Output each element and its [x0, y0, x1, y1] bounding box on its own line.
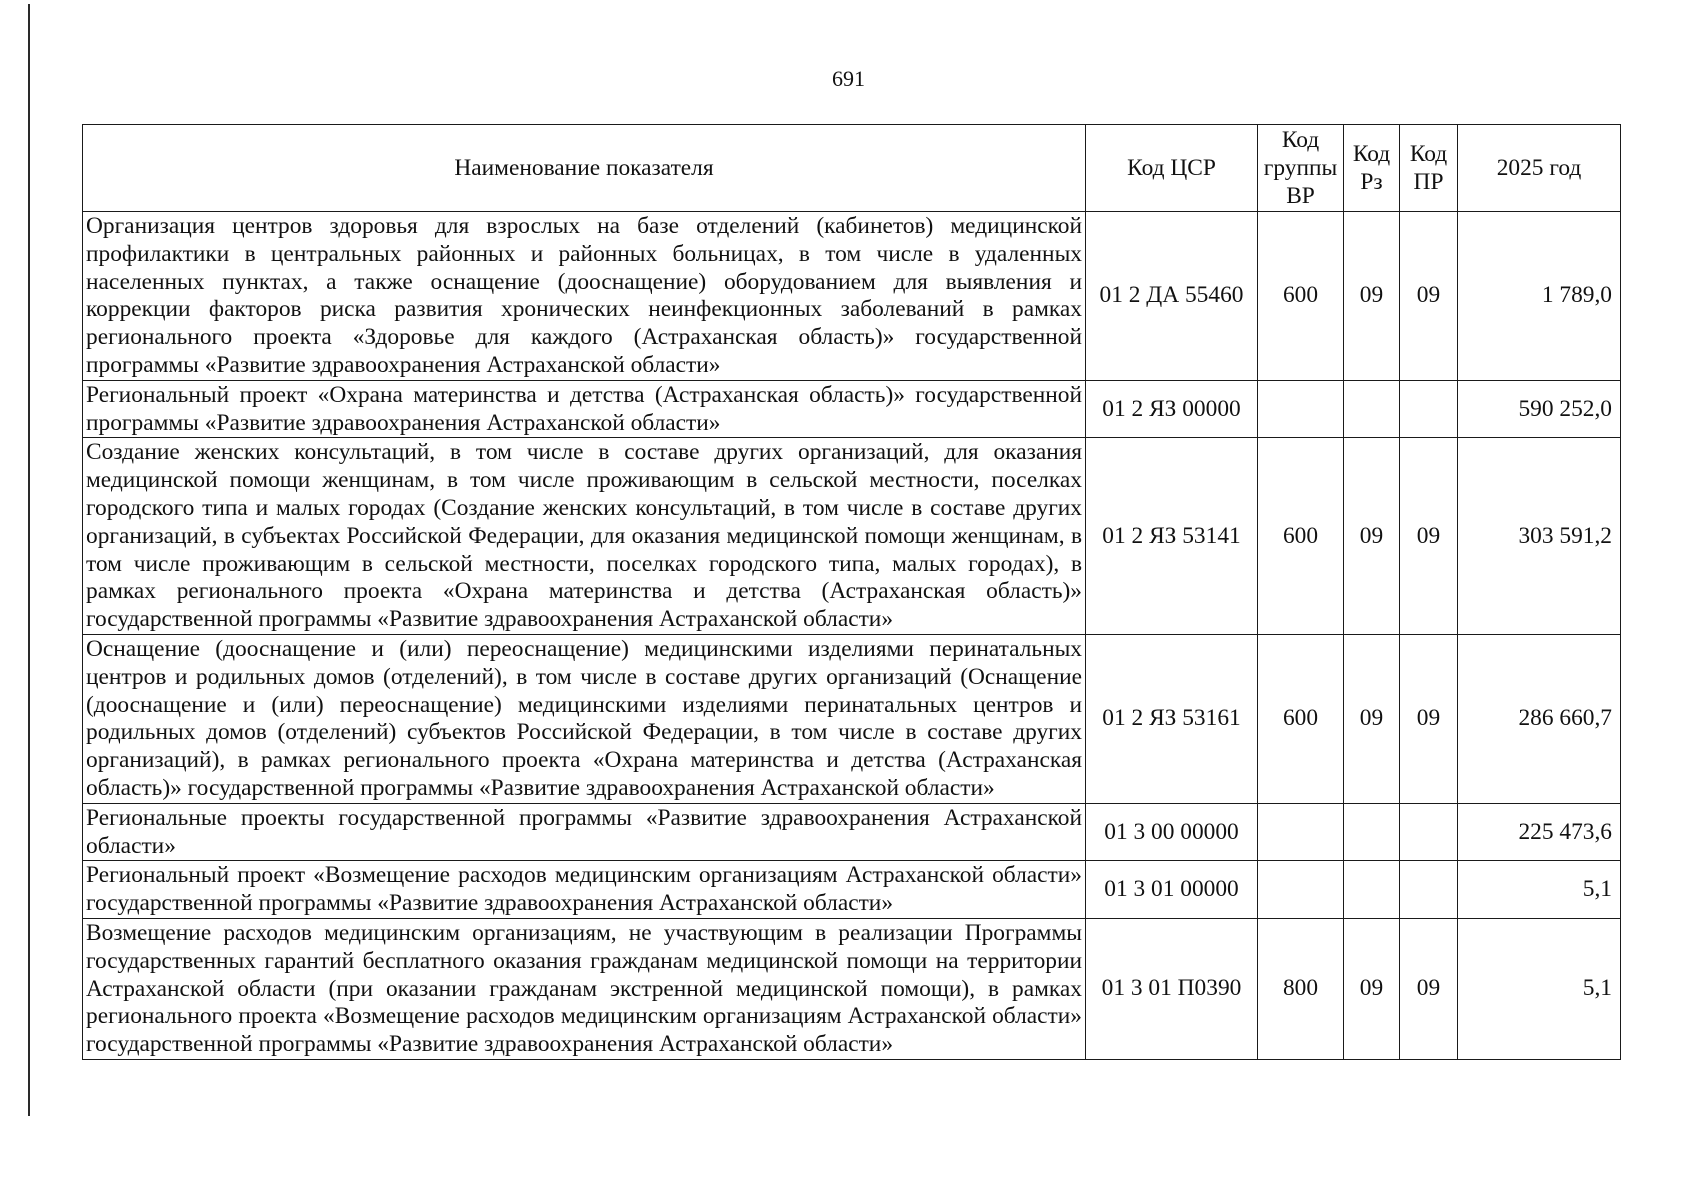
row-csr-code: 01 2 ЯЗ 00000 [1086, 380, 1258, 438]
row-pr-code: 09 [1400, 634, 1458, 803]
row-rz-code: 09 [1344, 918, 1400, 1059]
row-csr-code: 01 2 ЯЗ 53161 [1086, 634, 1258, 803]
row-name: Организация центров здоровья для взрослых на базе отделений (кабинетов) медицинской профилактики в центральных районных и районных больницах, в том числе в удаленных населенных пунктах, а также оснащение (дооснащение) оборудованием для выявления и коррекции факторов риска развития хронических неинфекционных заболеваний в рамках регионального проекта «Здоровье для каждого (Астраханская область)» государственной программы «Развитие здравоохранения Астраханской области» [83, 212, 1086, 381]
row-csr-code: 01 3 00 00000 [1086, 803, 1258, 861]
row-name: Региональный проект «Возмещение расходов медицинским организациям Астраханской области» государственной программы «Развитие здравоохранения Астраханской области» [83, 861, 1086, 919]
row-pr-code [1400, 380, 1458, 438]
row-amount: 286 660,7 [1458, 634, 1621, 803]
row-csr-code: 01 2 ДА 55460 [1086, 212, 1258, 381]
table-row [83, 634, 1621, 803]
budget-table [82, 124, 1621, 1060]
row-vr-code [1258, 380, 1344, 438]
header-rz: Код Рз [1344, 125, 1400, 212]
table-row [83, 861, 1621, 919]
row-csr-code: 01 3 01 П0390 [1086, 918, 1258, 1059]
header-row [83, 125, 1621, 212]
row-vr-code [1258, 861, 1344, 919]
row-pr-code: 09 [1400, 918, 1458, 1059]
row-rz-code [1344, 380, 1400, 438]
page-number: 691 [832, 66, 865, 91]
table-header [83, 125, 1621, 212]
row-rz-code [1344, 861, 1400, 919]
row-name: Региональные проекты государственной программы «Развитие здравоохранения Астраханской области» [83, 803, 1086, 861]
header-year: 2025 год [1458, 125, 1621, 212]
row-rz-code [1344, 803, 1400, 861]
row-amount: 303 591,2 [1458, 438, 1621, 635]
row-amount: 5,1 [1458, 861, 1621, 919]
header-pr: Код ПР [1400, 125, 1458, 212]
row-amount: 1 789,0 [1458, 212, 1621, 381]
row-rz-code: 09 [1344, 634, 1400, 803]
row-amount: 225 473,6 [1458, 803, 1621, 861]
row-name: Региональный проект «Охрана материнства и детства (Астраханская область)» государственной программы «Развитие здравоохранения Астраханской области» [83, 380, 1086, 438]
row-pr-code [1400, 803, 1458, 861]
row-name: Оснащение (дооснащение и (или) переоснащение) медицинскими изделиями перинатальных центров и родильных домов (отделений), в том числе в составе других организаций (Оснащение (дооснащение и (или) переоснащение) медицинскими изделиями перинатальных центров и родильных домов (отделений) субъектов Российской Федерации, в том числе в составе других организаций), в рамках регионального проекта «Охрана материнства и детства (Астраханская область)» государственной программы «Развитие здравоохранения Астраханской области» [83, 634, 1086, 803]
binding-edge-line [28, 4, 30, 1116]
row-csr-code: 01 2 ЯЗ 53141 [1086, 438, 1258, 635]
table-row [83, 918, 1621, 1059]
row-vr-code [1258, 803, 1344, 861]
row-csr-code: 01 3 01 00000 [1086, 861, 1258, 919]
row-rz-code: 09 [1344, 438, 1400, 635]
row-vr-code: 800 [1258, 918, 1344, 1059]
header-csr: Код ЦСР [1086, 125, 1258, 212]
table-body [83, 212, 1621, 1060]
row-name: Возмещение расходов медицинским организациям, не участвующим в реализации Программы государственных гарантий бесплатного оказания гражданам медицинской помощи на территории Астраханской области (при оказании гражданам экстренной медицинской помощи), в рамках регионального проекта «Возмещение расходов медицинским организациям Астраханской области» государственной программы «Развитие здравоохранения Астраханской области» [83, 918, 1086, 1059]
row-amount: 5,1 [1458, 918, 1621, 1059]
table-row [83, 212, 1621, 381]
row-vr-code: 600 [1258, 438, 1344, 635]
row-pr-code: 09 [1400, 438, 1458, 635]
row-vr-code: 600 [1258, 212, 1344, 381]
row-vr-code: 600 [1258, 634, 1344, 803]
row-pr-code: 09 [1400, 212, 1458, 381]
table-row [83, 803, 1621, 861]
table-row [83, 380, 1621, 438]
row-pr-code [1400, 861, 1458, 919]
row-name: Создание женских консультаций, в том числе в составе других организаций, для оказания медицинской помощи женщинам, в том числе проживающим в сельской местности, поселках городского типа и малых городах (Создание женских консультаций, в том числе в составе других организаций, в субъектах Российской Федерации, для оказания медицинской помощи женщинам, в том числе проживающим в сельской местности, поселках городского типа, малых городах), в рамках регионального проекта «Охрана материнства и детства (Астраханская область)» государственной программы «Развитие здравоохранения Астраханской области» [83, 438, 1086, 635]
row-amount: 590 252,0 [1458, 380, 1621, 438]
table-row [83, 438, 1621, 635]
row-rz-code: 09 [1344, 212, 1400, 381]
header-name: Наименование показателя [83, 125, 1086, 212]
header-vr: Код группы ВР [1258, 125, 1344, 212]
